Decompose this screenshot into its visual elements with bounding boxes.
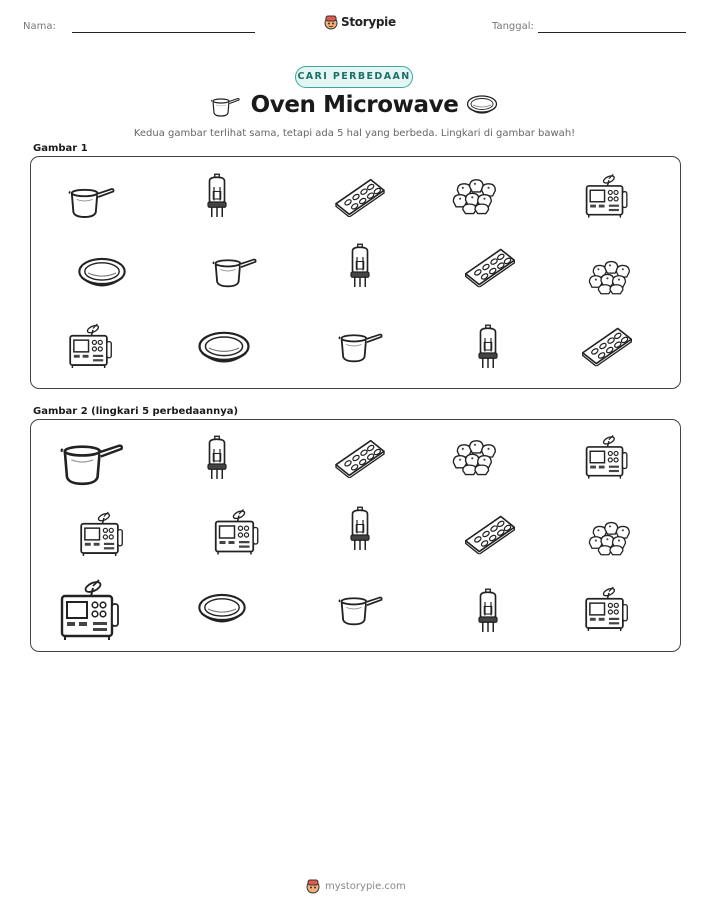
light-bulb-icon[interactable]	[348, 504, 372, 554]
muffin-tray-icon[interactable]	[463, 512, 517, 556]
microwave-icon[interactable]	[59, 576, 119, 644]
muffin-tray-icon	[333, 177, 387, 217]
date-line[interactable]	[538, 32, 686, 33]
name-label: Nama:	[23, 21, 56, 32]
worksheet-header	[0, 14, 709, 40]
activity-badge: CARI PERBEDAAN	[295, 66, 413, 88]
brand-logo	[324, 14, 396, 30]
saucepan-icon	[337, 329, 383, 363]
bowl-icon	[466, 94, 498, 121]
muffins-icon[interactable]	[587, 520, 633, 556]
storypie-mascot-icon	[306, 878, 320, 894]
date-label: Tanggal:	[492, 21, 534, 32]
saucepan-icon	[211, 253, 257, 289]
light-bulb-icon[interactable]	[476, 586, 500, 636]
muffins-icon[interactable]	[452, 438, 498, 476]
page-title: Oven Microwave	[250, 92, 459, 118]
brand-name: Storypie	[341, 15, 396, 29]
section-2-label: Gambar 2 (lingkari 5 perbedaannya)	[33, 406, 239, 417]
microwave-icon[interactable]	[584, 434, 628, 480]
saucepan-icon[interactable]	[337, 592, 383, 626]
storypie-mascot-icon	[324, 14, 338, 30]
instructions: Kedua gambar terlihat sama, tetapi ada 5 hal yang berbeda. Lingkari di gambar bawah!	[133, 128, 576, 139]
picture-1-panel	[30, 156, 681, 389]
picture-2-panel	[30, 419, 681, 652]
muffin-tray-icon[interactable]	[333, 438, 387, 478]
light-bulb-icon	[348, 242, 372, 290]
muffin-tray-icon	[580, 325, 634, 367]
name-line[interactable]	[72, 32, 255, 33]
saucepan-icon[interactable]	[57, 438, 125, 486]
muffins-icon	[587, 259, 633, 295]
microwave-icon	[68, 321, 112, 371]
footer	[306, 878, 406, 894]
microwave-icon	[584, 173, 628, 219]
microwave-icon[interactable]	[213, 508, 259, 556]
microwave-icon[interactable]	[79, 510, 123, 558]
microwave-icon[interactable]	[584, 584, 628, 634]
saucepan-icon	[67, 183, 115, 219]
light-bulb-icon	[205, 173, 229, 219]
light-bulb-icon	[476, 323, 500, 371]
footer-url[interactable]: mystorypie.com	[325, 880, 406, 892]
light-bulb-icon[interactable]	[205, 434, 229, 482]
bowl-icon[interactable]	[197, 590, 247, 628]
muffin-tray-icon	[463, 245, 517, 289]
bowl-icon	[197, 329, 251, 367]
section-1-label: Gambar 1	[33, 143, 88, 154]
bowl-icon	[77, 255, 127, 291]
muffins-icon	[452, 177, 498, 215]
